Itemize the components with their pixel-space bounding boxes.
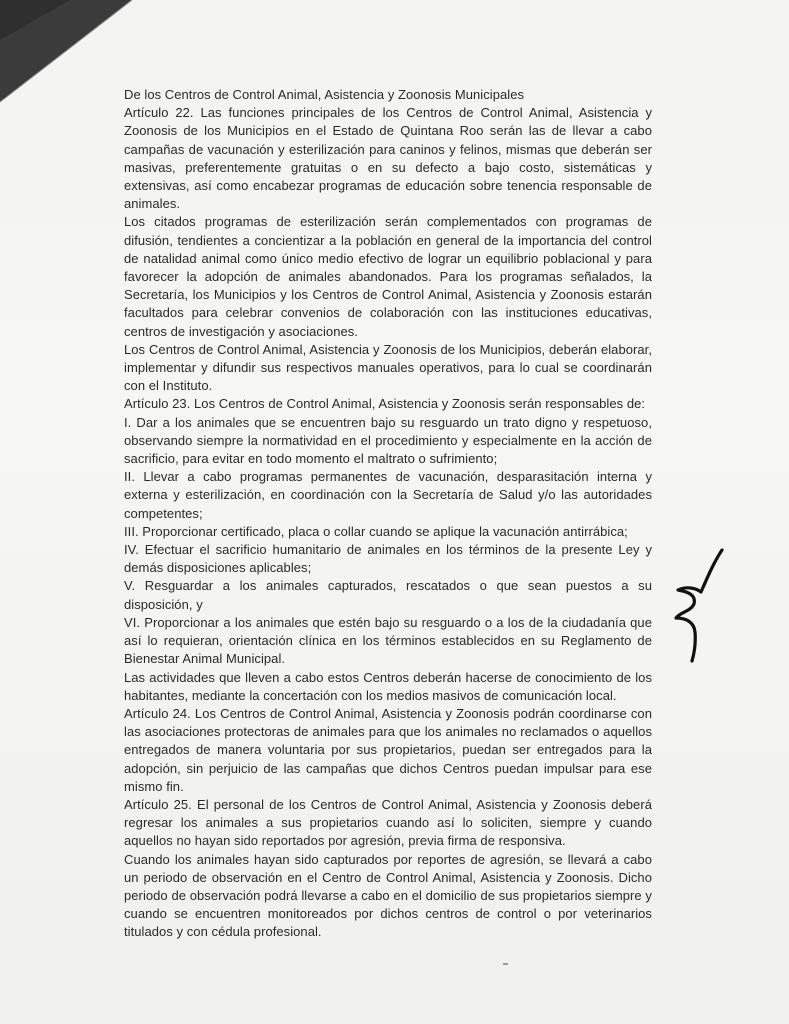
list-item-ii: II. Llevar a cabo programas permanentes de vacunación, desparasitación interna y externa y esterilización, en coordinación con la Secretaría de Salud y/o las autoridades competentes; xyxy=(124,469,652,521)
article-24-paragraph: Artículo 24. Los Centros de Control Animal, Asistencia y Zoonosis podrán coordinarse con las asociaciones protectoras de animales para que los animales no reclamados o aquellos entregados de manera voluntaria por sus propietarios, puedan ser entregados para la adopción, sin perjuicio de las campañas que dichos Centros puedan impulsar para ese mismo fin. xyxy=(124,705,652,794)
section-heading: De los Centros de Control Animal, Asistencia y Zoonosis Municipales xyxy=(124,87,525,102)
article-22-paragraph: Artículo 22. Las funciones principales de los Centros de Control Animal, Asistencia y Zoonosis de los Municipios en el Estado de Quintana Roo serán las de llevar a cabo campañas de vacunación y esterilización para caninos y felinos, mismas que deberán ser masivas, preferentemente gratuitas o en su defecto a bajo costo, sistemáticas y extensivas, así como encabezar programas de educación sobre tenencia responsable de animales. xyxy=(124,105,652,212)
signature-icon xyxy=(668,548,728,663)
list-item-iii: III. Proporcionar certificado, placa o collar cuando se aplique la vacunación antirrábica; xyxy=(124,523,628,539)
article-23-paragraph: Artículo 23. Los Centros de Control Animal, Asistencia y Zoonosis serán responsables de: xyxy=(124,396,646,412)
list-item-iv: IV. Efectuar el sacrificio humanitario de animales en los términos de la presente Ley y demás disposiciones aplicables; xyxy=(124,542,652,576)
sterilization-programs-paragraph: Los citados programas de esterilización serán complementados con programas de difusión, tendientes a concientizar a la población en general de la importancia del control de natalidad animal como único medio efectivo de lograr un equilibrio poblacional y para favorecer la adopción de animales abandonados. Para los programas señalados, la Secretaría, los Municipios y los Centros de Control Animal, Asistencia y Zoonosis estarán facultados para celebrar convenios de colaboración con las instituciones educativas, centros de investigación y asociaciones. xyxy=(124,214,652,339)
operating-manuals-paragraph: Los Centros de Control Animal, Asistencia y Zoonosis de los Municipios, deberán elaborar, implementar y difundir sus respectivos manuales operativos, para lo cual se coordinarán con el Instituto. xyxy=(124,341,652,394)
article-25-paragraph: Artículo 25. El personal de los Centros de Control Animal, Asistencia y Zoonosis deberá regresar los animales a sus propietarios cuando así lo soliciten, siempre y cuando aquellos no hayan sido reportados por agresión, previa firma de responsiva. xyxy=(124,796,652,849)
activities-paragraph: Las actividades que lleven a cabo estos Centros deberán hacerse de conocimiento de los habitantes, mediante la concertación con los medios masivos de comunicación local. xyxy=(124,669,652,703)
observation-period-paragraph: Cuando los animales hayan sido capturados por reportes de agresión, se llevará a cabo un periodo de observación en el Centro de Control Animal, Asistencia y Zoonosis. Dicho periodo de observación podrá llevarse a cabo en el domicilio de sus propietarios siempre y cuando se encuentren monitoreados por dichos centros de control o por veterinarios titulados y con cédula profesional. xyxy=(124,851,652,940)
paper-speck xyxy=(503,963,508,965)
list-item-i: I. Dar a los animales que se encuentren bajo su resguardo un trato digno y respetuoso, observando siempre la normatividad en el procedimiento y especialmente en la acción de sacrificio, para evitar en todo momento el maltrato o sufrimiento; xyxy=(124,414,652,467)
document-body xyxy=(124,86,652,942)
list-item-v: V. Resguardar a los animales capturados, rescatados o que sean puestos a su disposición, y xyxy=(124,578,652,612)
list-item-vi: VI. Proporcionar a los animales que estén bajo su resguardo o a los de la ciudadanía que así lo requieran, orientación clínica en los términos establecidos en su Reglamento de Bienestar Animal Municipal. xyxy=(124,614,652,667)
